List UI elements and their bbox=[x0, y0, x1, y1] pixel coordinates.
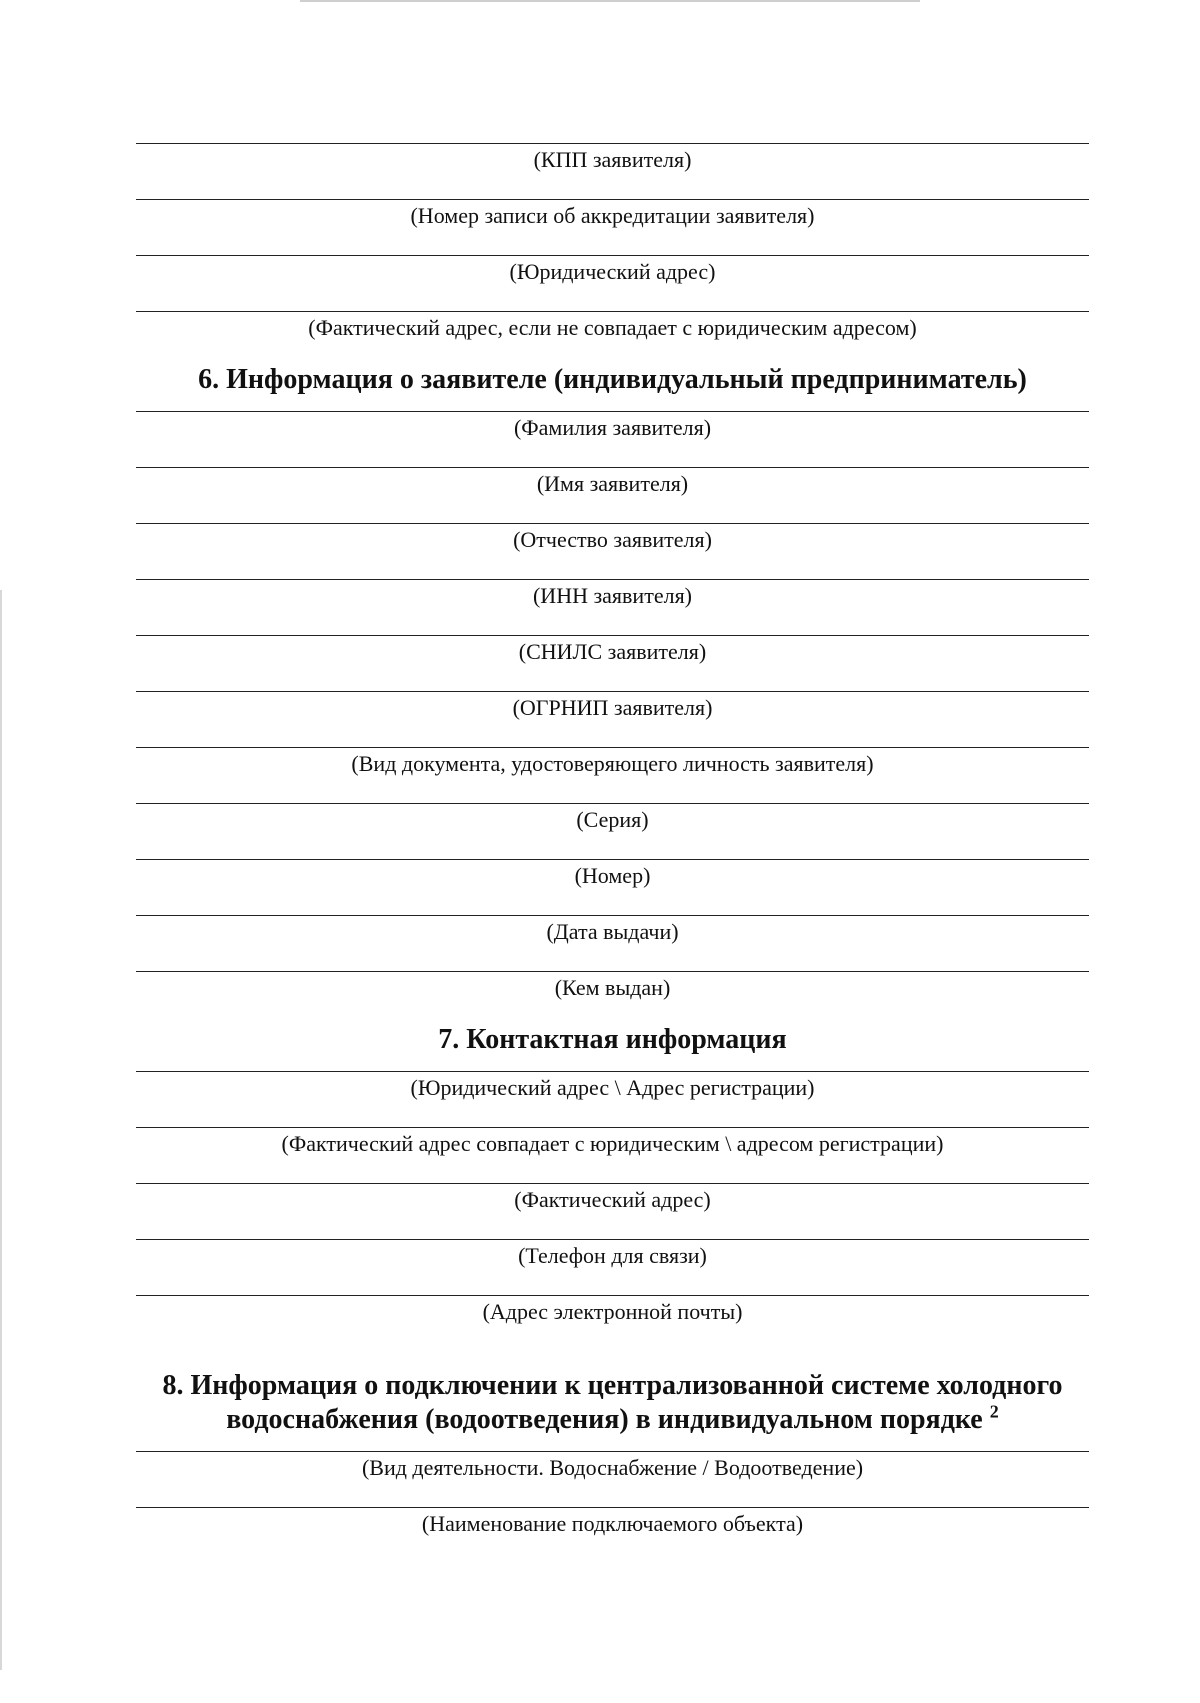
field-phone[interactable]: (Телефон для связи) bbox=[136, 1239, 1089, 1295]
field-accreditation-number[interactable]: (Номер записи об аккредитации заявителя) bbox=[136, 199, 1089, 255]
field-snils[interactable]: (СНИЛС заявителя) bbox=[136, 635, 1089, 691]
field-actual-matches-legal[interactable]: (Фактический адрес совпадает с юридическим \ адресом регистрации) bbox=[136, 1127, 1089, 1183]
field-issue-date[interactable]: (Дата выдачи) bbox=[136, 915, 1089, 971]
footnote-mark: 2 bbox=[989, 1401, 999, 1422]
section-8-heading-line2: водоснабжения (водоотведения) в индивидуальном порядке bbox=[226, 1404, 983, 1435]
field-series[interactable]: (Серия) bbox=[136, 803, 1089, 859]
field-patronymic[interactable]: (Отчество заявителя) bbox=[136, 523, 1089, 579]
field-registration-address[interactable]: (Юридический адрес \ Адрес регистрации) bbox=[136, 1071, 1089, 1127]
application-form bbox=[136, 143, 1089, 1563]
field-email[interactable]: (Адрес электронной почты) bbox=[136, 1295, 1089, 1339]
field-ogrnip[interactable]: (ОГРНИП заявителя) bbox=[136, 691, 1089, 747]
field-id-document-type[interactable]: (Вид документа, удостоверяющего личность заявителя) bbox=[136, 747, 1089, 803]
section-8-heading-line1: 8. Информация о подключении к централизованной системе холодного bbox=[162, 1370, 1063, 1401]
field-activity-type[interactable]: (Вид деятельности. Водоснабжение / Водоотведение) bbox=[136, 1451, 1089, 1507]
field-actual-address-contact[interactable]: (Фактический адрес) bbox=[136, 1183, 1089, 1239]
section-8-heading-line2-wrap bbox=[136, 1403, 1089, 1437]
scan-artifact-top bbox=[300, 0, 920, 2]
scan-artifact-left bbox=[0, 590, 2, 1670]
field-surname[interactable]: (Фамилия заявителя) bbox=[136, 411, 1089, 467]
field-actual-address[interactable]: (Фактический адрес, если не совпадает с юридическим адресом) bbox=[136, 311, 1089, 355]
field-kpp[interactable]: (КПП заявителя) bbox=[136, 143, 1089, 199]
section-8-heading bbox=[136, 1369, 1089, 1439]
field-first-name[interactable]: (Имя заявителя) bbox=[136, 467, 1089, 523]
section-7-heading: 7. Контактная информация bbox=[438, 1024, 787, 1055]
field-inn[interactable]: (ИНН заявителя) bbox=[136, 579, 1089, 635]
field-object-name[interactable]: (Наименование подключаемого объекта) bbox=[136, 1507, 1089, 1563]
field-issued-by[interactable]: (Кем выдан) bbox=[136, 971, 1089, 1015]
field-number[interactable]: (Номер) bbox=[136, 859, 1089, 915]
section-6-heading: 6. Информация о заявителе (индивидуальный предприниматель) bbox=[198, 364, 1027, 395]
field-legal-address[interactable]: (Юридический адрес) bbox=[136, 255, 1089, 311]
